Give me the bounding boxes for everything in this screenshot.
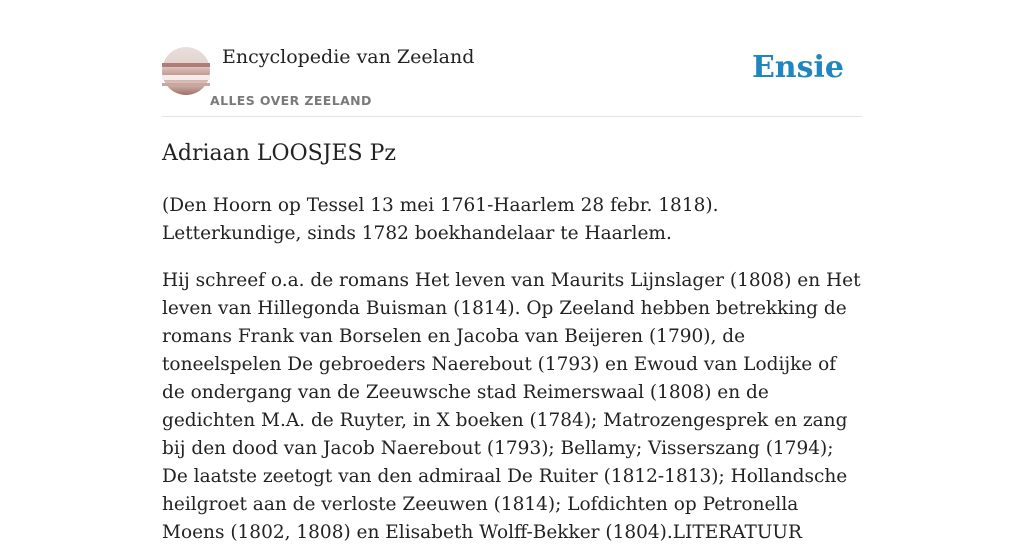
site-tagline: ALLES OVER ZEELAND [210,93,372,108]
article-paragraph: Hij schreef o.a. de romans Het leven van Maurits Lijnslager (1808) en Het leven van Hillegonda Buisman (1814). Op Zeeland hebben betrekking de romans Frank van Borselen en Jacoba van Beijeren (1790), de toneelspelen De gebroeders Naerebout (1793) en Ewoud van Lodijke of de ondergang van de Zeeuwsche stad Reimerswaal (1808) en de gedichten M.A. de Ruyter, in X boeken (1784); Matrozengesprek en zang bij den dood van Jacob Naerebout (1793); Bellamy; Visserszang (1794); De laatste zeetogt van den admiraal De Ruiter (1812-1813); Hollandsche heilgroet aan de verloste Zeeuwen (1814); Lofdichten op Petronella Moens (1802, 1808) en Elisabeth Wolff-Bekker (1804).LITERATUUR [162,270,861,543]
site-header [162,44,862,117]
logo-stripe [162,83,210,86]
ensie-brand-link[interactable]: Ensie [751,50,844,85]
logo-stripe [162,63,210,67]
site-logo-image[interactable] [162,47,210,95]
site-title-link[interactable]: Encyclopedie van Zeeland [222,46,475,68]
logo-stripe [162,75,210,80]
article-content [162,138,862,547]
page-title: Adriaan LOOSJES Pz [162,141,397,166]
article-paragraph: (Den Hoorn op Tessel 13 mei 1761-Haarlem 28 febr. 1818). Letterkundige, sinds 1782 boekhandelaar te Haarlem. [162,195,719,244]
